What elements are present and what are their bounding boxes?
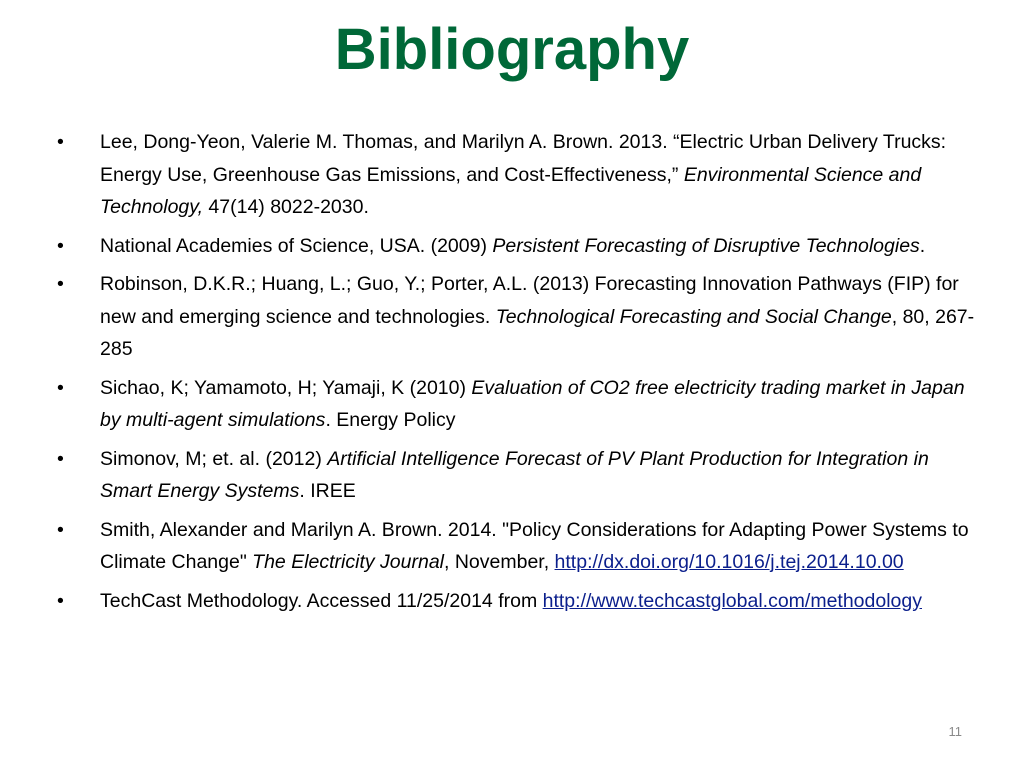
reference-details-text: . IREE [299, 480, 356, 502]
reference-authors-text: Lee, Dong-Yeon, Valerie M. Thomas, and Marilyn A. Brown. 2013. “Electric Urban Delivery Trucks: Energy Use, Greenhouse Gas Emissions, and Cost-Effectiveness,” [100, 131, 947, 186]
reference-text [100, 377, 965, 432]
reference-work-title: Evaluation of CO2 free electricity trading market in Japan by multi-agent simulations [100, 376, 965, 431]
reference-text [100, 131, 946, 218]
page-title: Bibliography [334, 17, 690, 82]
reference-authors-text: TechCast Methodology. Accessed 11/25/2014 from [100, 589, 543, 612]
bullet-icon: • [57, 518, 64, 541]
list-item [56, 585, 976, 618]
reference-text [100, 235, 925, 257]
reference-authors-text: Smith, Alexander and Marilyn A. Brown. 2014. "Policy Considerations for Adapting Power Systems to Climate Change" [100, 518, 969, 573]
reference-details-text: . Energy Policy [325, 409, 456, 431]
reference-text [100, 448, 929, 503]
page-number: 11 [948, 724, 962, 739]
reference-text [100, 273, 974, 360]
bullet-icon: • [57, 447, 64, 470]
reference-details-text: , November, [444, 551, 555, 573]
reference-journal-title: Technological Forecasting and Social Change [495, 305, 892, 328]
bullet-icon: • [57, 234, 64, 257]
reference-work-title: Persistent Forecasting of Disruptive Technologies [492, 234, 920, 257]
reference-details-text: . [919, 234, 926, 257]
list-item [56, 126, 976, 224]
reference-doi-link[interactable]: http://dx.doi.org/10.1016/j.tej.2014.10.00 [554, 551, 904, 573]
reference-url-link[interactable]: http://www.techcastglobal.com/methodology [542, 589, 922, 612]
reference-authors-text: Sichao, K; Yamamoto, H; Yamaji, K (2010) [100, 376, 472, 399]
list-item [56, 230, 976, 263]
reference-text [100, 519, 969, 574]
list-item [56, 443, 976, 508]
reference-authors-text: Robinson, D.K.R.; Huang, L.; Guo, Y.; Porter, A.L. (2013) Forecasting Innovation Pathways (FIP) for new and emerging science and technologies. [100, 273, 959, 328]
reference-details-text: , 80, 267-285 [100, 305, 975, 360]
reference-text [100, 590, 922, 612]
list-item [56, 372, 976, 437]
reference-details-text: 47(14) 8022-2030. [203, 196, 369, 218]
reference-authors-text: National Academies of Science, USA. (2009) [100, 234, 493, 257]
reference-authors-text: Simonov, M; et. al. (2012) [100, 447, 328, 470]
reference-journal-title: The Electricity Journal [252, 551, 444, 573]
bullet-icon: • [57, 376, 64, 399]
bibliography-list [56, 126, 976, 623]
bullet-icon: • [57, 589, 64, 612]
reference-journal-title: Environmental Science and Technology, [100, 163, 922, 218]
reference-work-title: Artificial Intelligence Forecast of PV Plant Production for Integration in Smart Energy Systems [100, 447, 929, 502]
list-item [56, 514, 976, 579]
bullet-icon: • [57, 131, 64, 153]
bullet-icon: • [57, 273, 64, 295]
list-item [56, 268, 976, 366]
